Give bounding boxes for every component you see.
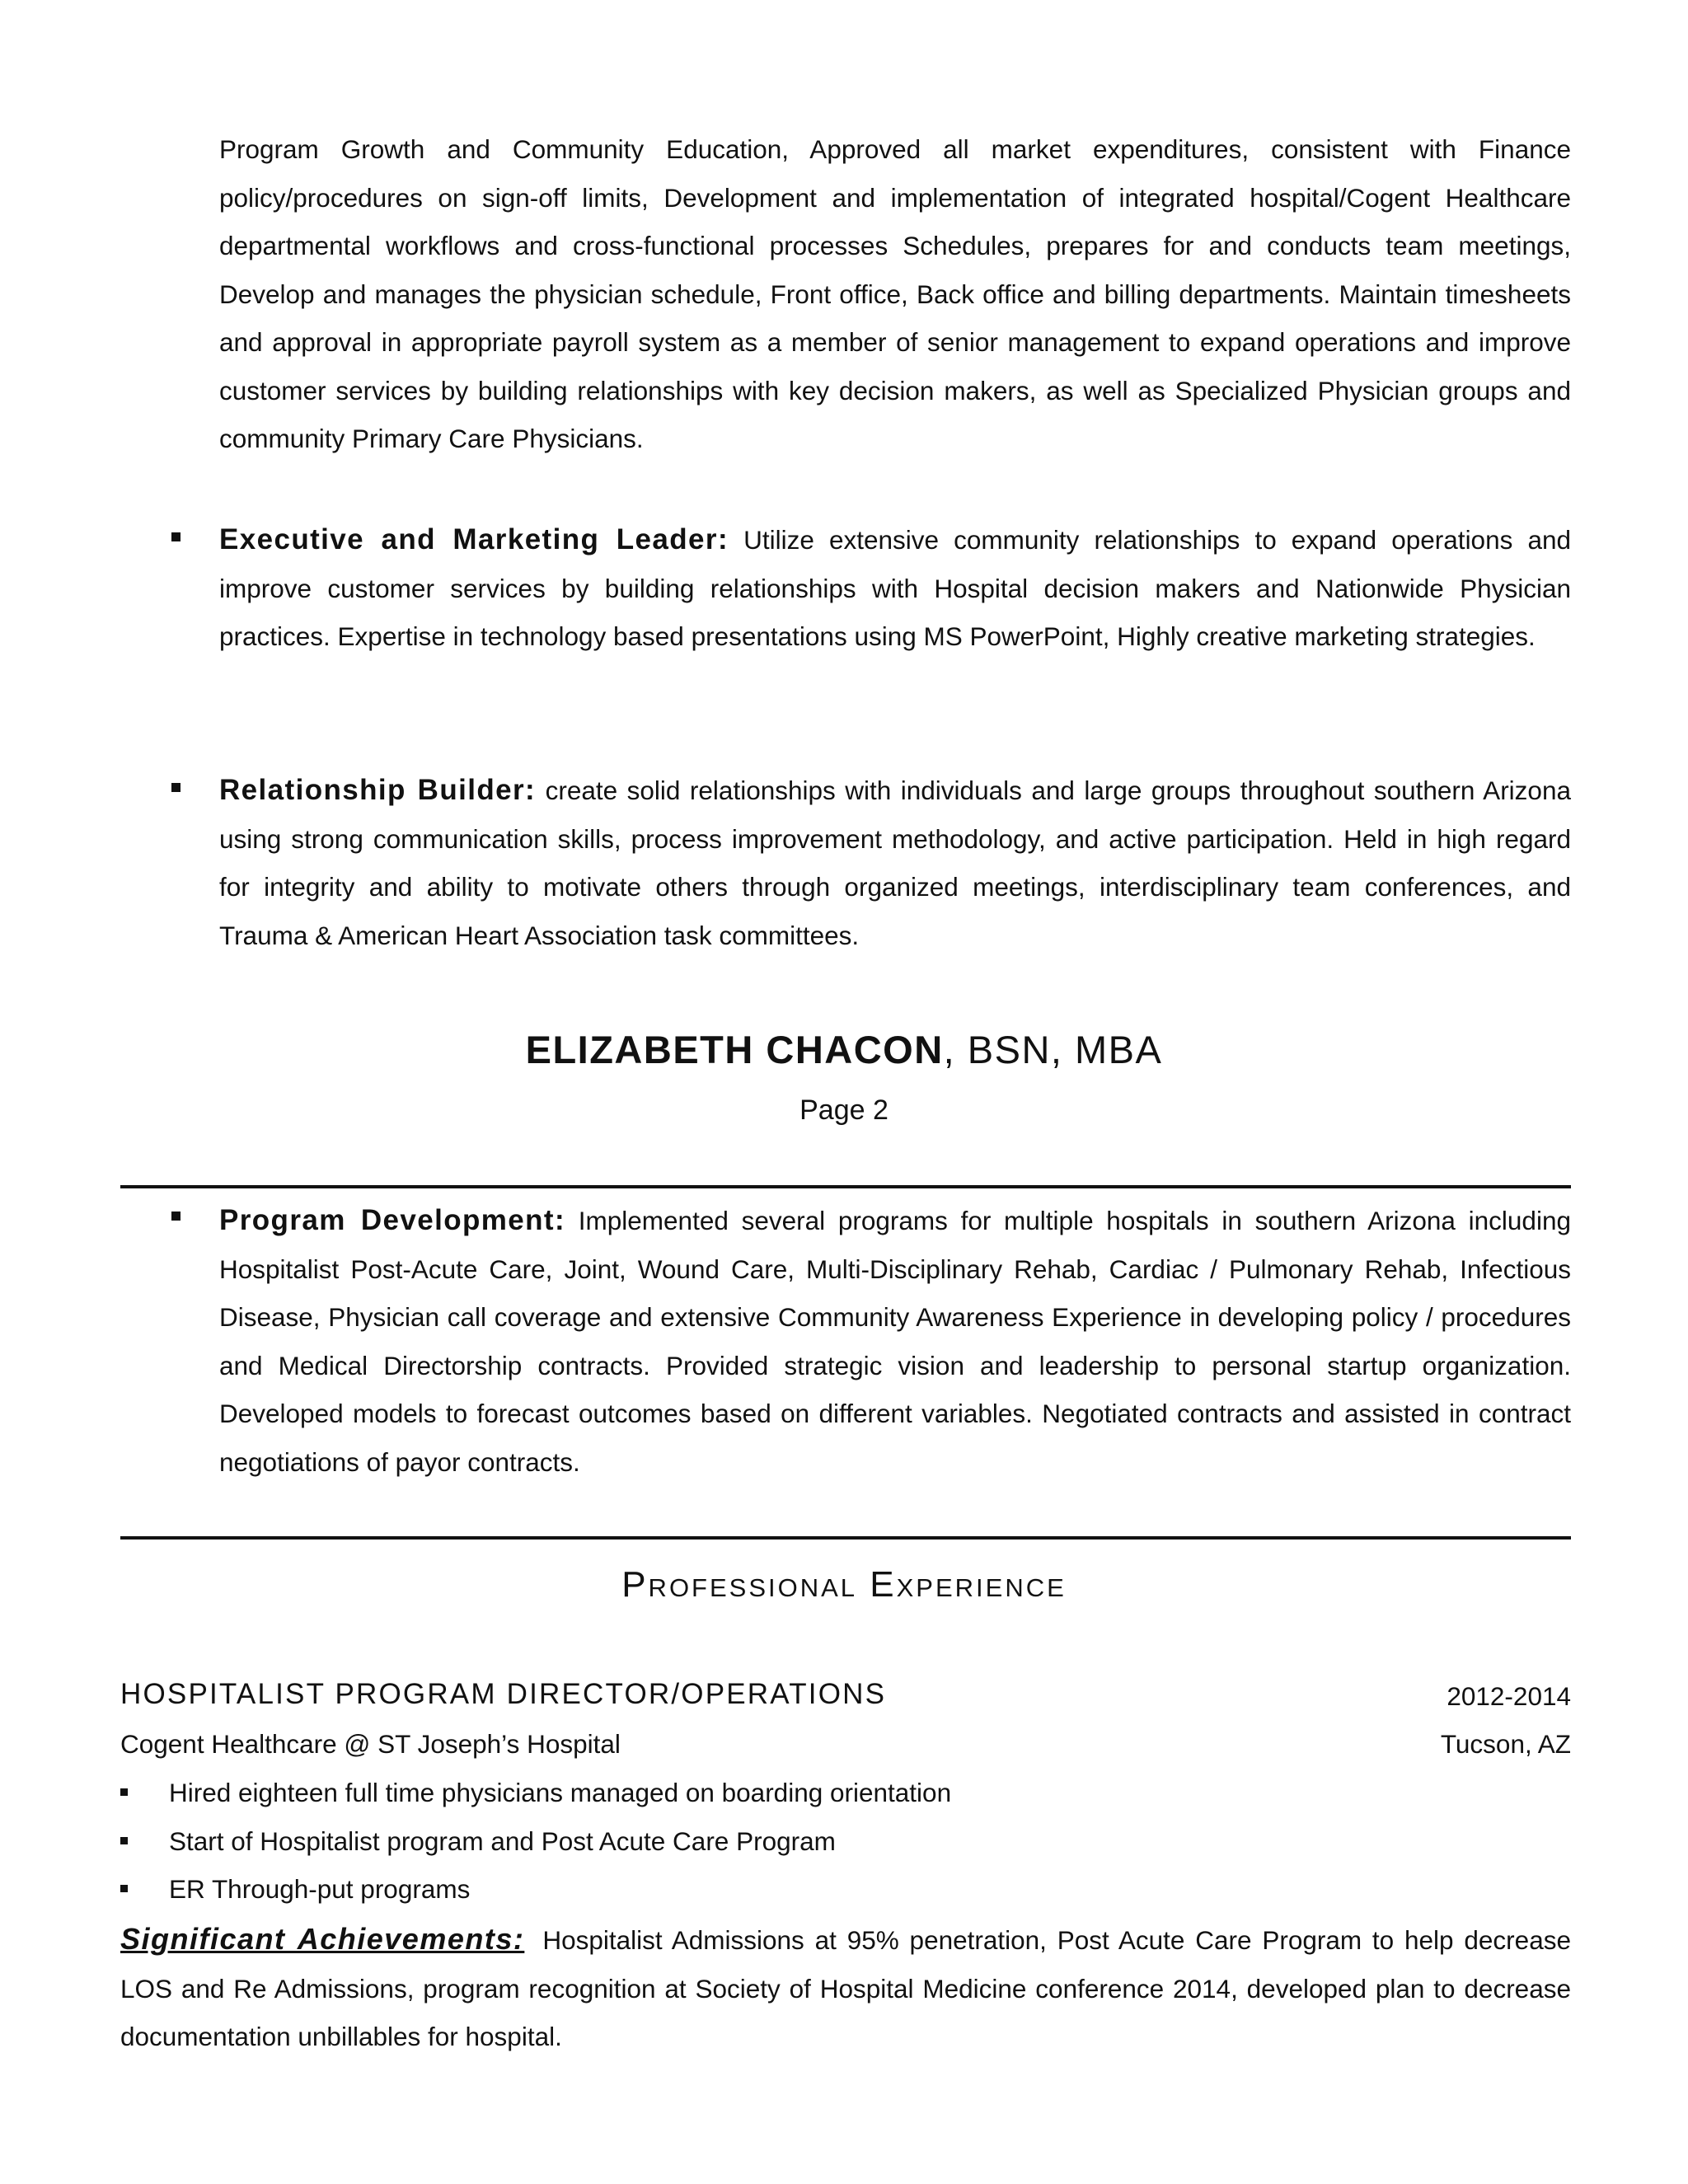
achievements-text: Hospitalist Admissions at 95% penetration, Post Acute Care Program to help decrease LOS and Re Admissions, program recognition at Society of Hospital Medicine conference 2014, developed plan to decrease documentation unbillables for hospital. xyxy=(120,1925,1571,2051)
list-item-text: Hired eighteen full time physicians managed on boarding orientation xyxy=(169,1778,952,1807)
intro-paragraph: Program Growth and Community Education, Approved all market expenditures, consistent with Finance policy/procedures on sign-off limits, Development and implementation of integrated hospital/Cogent Healthcare departmental workflows and cross-functional processes Schedules, prepares for and conducts team meetings, Develop and manages the physician schedule, Front office, Back office and billing departments. Maintain timesheets and approval in appropriate payroll system as a member of senior management to expand operations and improve customer services by building relationships with key decision makers, as well as Specialized Physician groups and community Primary Care Physicians. xyxy=(219,134,1571,453)
candidate-name: ELIZABETH CHACON xyxy=(525,1028,944,1071)
bullet-square-icon xyxy=(120,1885,128,1892)
bullet-executive-marketing xyxy=(219,516,1571,661)
section-title: Professional Experience xyxy=(621,1564,1067,1605)
job-title: HOSPITALIST PROGRAM DIRECTOR/OPERATIONS xyxy=(120,1678,887,1710)
bullet-lead: Executive and Marketing Leader: xyxy=(219,523,729,555)
list-item xyxy=(120,1826,836,1857)
divider xyxy=(120,1536,1571,1540)
bullet-program-development xyxy=(219,1197,1571,1486)
bullet-square-icon xyxy=(120,1837,128,1844)
list-item-text: ER Through-put programs xyxy=(169,1874,471,1904)
bullet-square-icon xyxy=(171,783,181,792)
list-item-text: Start of Hospitalist program and Post Acute Care Program xyxy=(169,1826,836,1856)
page-number: Page 2 xyxy=(799,1094,889,1126)
job-company: Cogent Healthcare @ ST Joseph’s Hospital xyxy=(120,1729,621,1759)
job-dates: 2012-2014 xyxy=(1447,1681,1571,1711)
bullet-lead: Program Development: xyxy=(219,1204,566,1236)
list-item xyxy=(120,1874,470,1905)
bullet-relationship-builder xyxy=(219,766,1571,959)
bullet-square-icon xyxy=(120,1788,128,1796)
significant-achievements xyxy=(120,1915,1571,2061)
bullet-text: Utilize extensive community relationships to expand operations and improve customer services by building relationships with Hospital decision makers and Nationwide Physician practices. Expertise in technology based presentations using MS PowerPoint, Highly creative marketing strategies. xyxy=(219,525,1571,651)
bullet-square-icon xyxy=(171,1212,181,1221)
candidate-name-line xyxy=(0,1027,1688,1072)
bullet-text: create solid relationships with individuals and large groups throughout southern Arizona using strong communication skills, process improvement methodology, and active participation. Held in high regard for integrity and ability to motivate others through organized meetings, interdisciplinary team conferences, and Trauma & American Heart Association task committees. xyxy=(219,776,1571,950)
job-location: Tucson, AZ xyxy=(1440,1729,1571,1759)
bullet-lead: Relationship Builder: xyxy=(219,774,537,806)
page-header xyxy=(0,1027,1688,1072)
candidate-credentials: , BSN, MBA xyxy=(943,1028,1163,1071)
divider xyxy=(120,1185,1571,1188)
bullet-square-icon xyxy=(171,532,181,541)
achievements-label: Significant Achievements: xyxy=(120,1922,525,1956)
list-item xyxy=(120,1778,951,1808)
bullet-text: Implemented several programs for multiple hospitals in southern Arizona including Hospitalist Post-Acute Care, Joint, Wound Care, Multi-Disciplinary Rehab, Cardiac / Pulmonary Rehab, Infectious Disease, Physician call coverage and extensive Community Awareness Experience in developing policy / procedures and Medical Directorship contracts. Provided strategic vision and leadership to personal startup organization. Developed models to forecast outcomes based on different variables. Negotiated contracts and assisted in contract negotiations of payor contracts. xyxy=(219,1206,1571,1477)
